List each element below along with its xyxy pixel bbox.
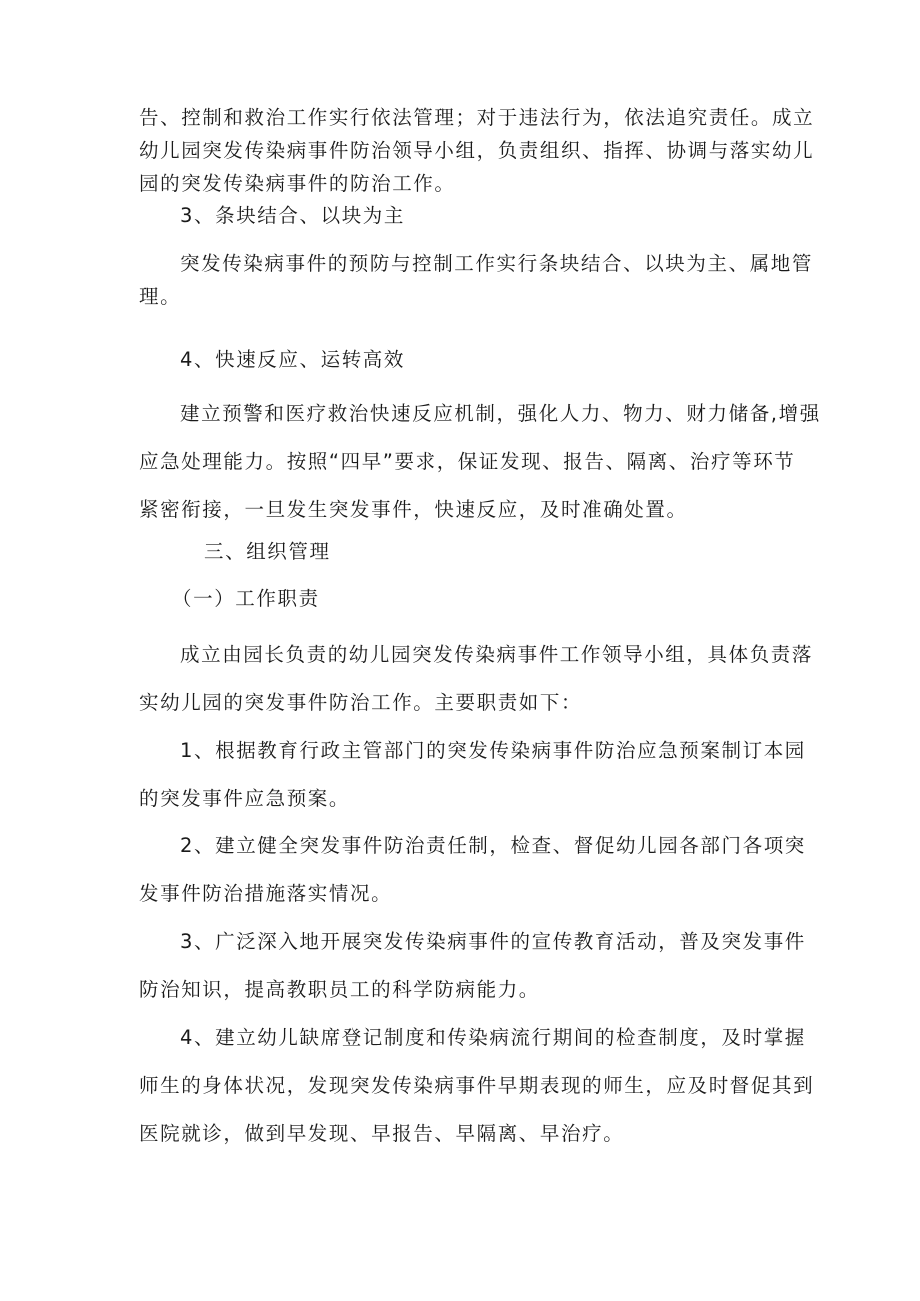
text-line: 防治知识，提高教职员工的科学防病能力。 <box>139 978 540 1001</box>
text-line: 幼儿园突发传染病事件防治领导小组，负责组织、指挥、协调与落实幼儿 <box>139 139 815 162</box>
text-line: 3、广泛深入地开展突发传染病事件的宣传教育活动，普及突发事件 <box>180 930 806 953</box>
text-line: 实幼儿园的突发事件防治工作。主要职责如下： <box>139 691 583 714</box>
duty-item-4 <box>139 1014 815 1158</box>
duty-item-3 <box>139 918 806 1014</box>
text-line: 园的突发传染病事件的防治工作。 <box>139 172 456 195</box>
text-line: （一）工作职责 <box>172 587 320 610</box>
text-line: 理。 <box>139 285 182 308</box>
paragraph-principle-3-body <box>139 247 814 313</box>
text-line: 4、快速反应、运转高效 <box>180 348 406 371</box>
text-line: 的突发事件应急预案。 <box>139 787 351 810</box>
text-line: 突发传染病事件的预防与控制工作实行条块结合、以块为主、属地管 <box>180 252 814 275</box>
subsection-heading-duties <box>172 582 818 615</box>
text-line: 1、根据教育行政主管部门的突发传染病事件防治应急预案制订本园 <box>180 739 806 762</box>
text-line: 4、建立幼儿缺席登记制度和传染病流行期间的检查制度，及时掌握 <box>180 1026 806 1049</box>
text-line: 紧密衔接，一旦发生突发事件，快速反应，及时准确处置。 <box>139 498 688 521</box>
heading-principle-4 <box>180 343 826 376</box>
text-line: 告、控制和救治工作实行依法管理；对于违法行为，依法追究责任。成立 <box>139 106 815 129</box>
text-line: 2、建立健全突发事件防治责任制，检查、督促幼儿园各部门各项突 <box>180 834 806 857</box>
paragraph-leadership-group <box>139 631 814 727</box>
text-line: 三、组织管理 <box>204 540 331 563</box>
paragraph-legal-management <box>139 101 815 200</box>
text-line: 医院就诊，做到早发现、早报告、早隔离、早治疗。 <box>139 1122 625 1145</box>
paragraph-principle-4-body <box>139 390 821 534</box>
duty-item-2 <box>139 822 806 918</box>
duty-item-1 <box>139 727 806 823</box>
text-line: 发事件防治措施落实情况。 <box>139 882 393 905</box>
text-line: 师生的身体状况，发现突发传染病事件早期表现的师生，应及时督促其到 <box>139 1074 815 1097</box>
section-heading-organization <box>204 535 850 568</box>
text-line: 应急处理能力。按照“四早”要求，保证发现、报告、隔离、治疗等环节 <box>139 450 796 473</box>
text-line: 成立由园长负责的幼儿园突发传染病事件工作领导小组，具体负责落 <box>180 643 814 666</box>
heading-principle-3 <box>180 199 826 232</box>
text-line: 3、条块结合、以块为主 <box>180 204 406 227</box>
text-line: 建立预警和医疗救治快速反应机制，强化人力、物力、财力储备,增强 <box>180 402 821 425</box>
